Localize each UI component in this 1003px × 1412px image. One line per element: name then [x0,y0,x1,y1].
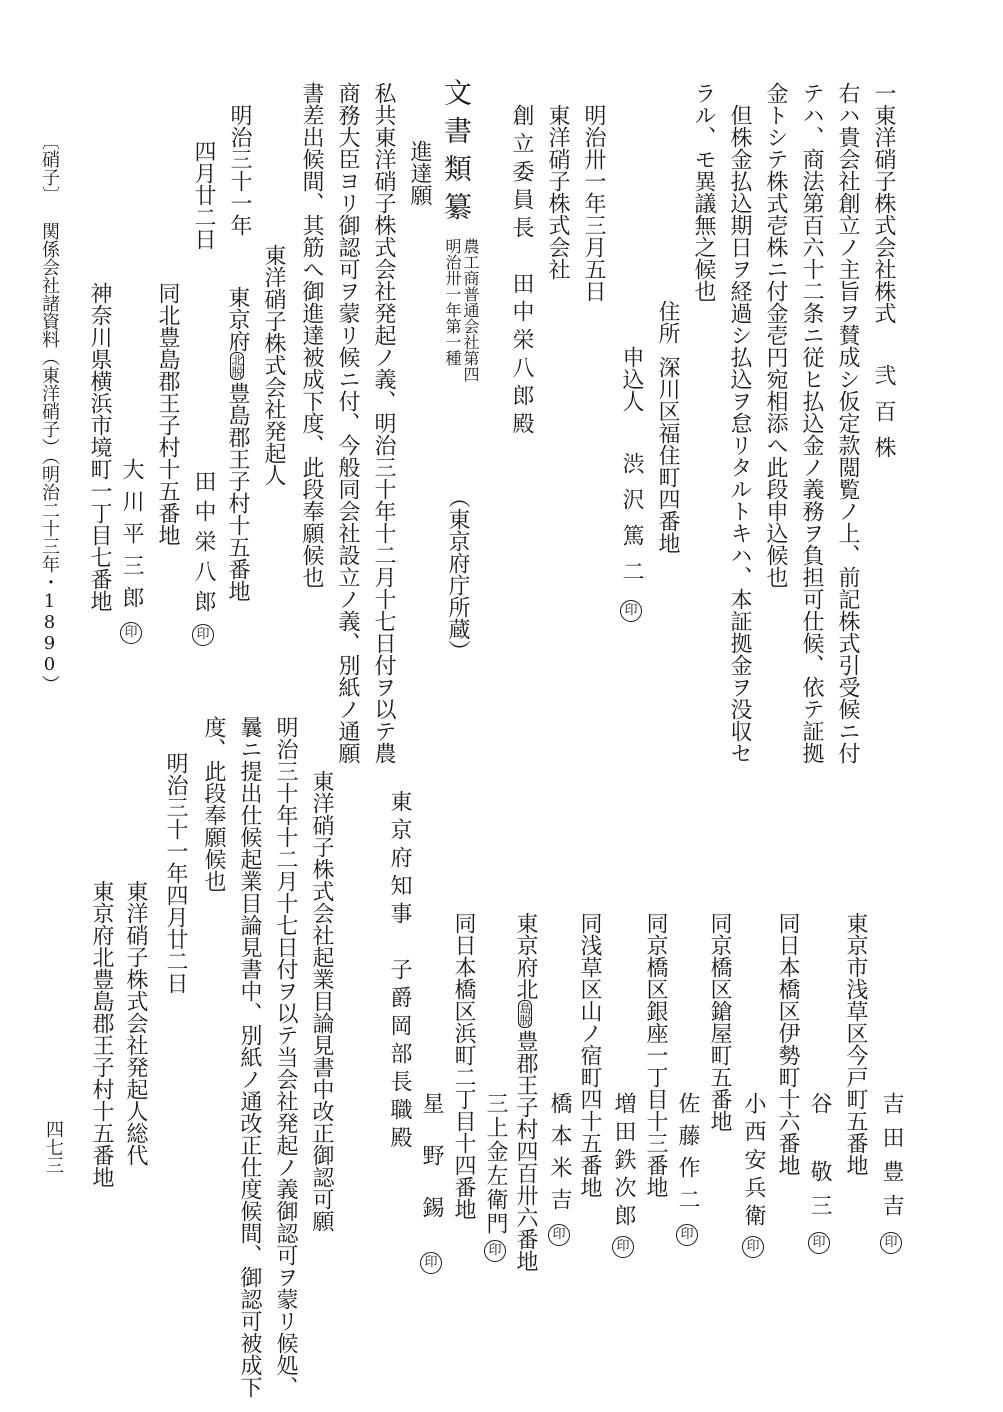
promoter-name-2 [742,1092,764,1258]
name: 谷 敬三 [807,1092,832,1228]
addr-tail: 豊郡王子村四百卅六番地 [513,1030,538,1272]
promoter-addr-2: 同日本橋区伊勢町十六番地 [775,912,800,1176]
promoter-addr-6 [514,912,536,1272]
addr-head: 東京府北 [513,912,538,1000]
subscription-line-6: ラル、モ異議無之候也 [691,82,716,302]
promoter-name-7 [420,1092,442,1274]
subscription-applicant [620,346,642,622]
footer-source [40,132,58,693]
seal-icon: 印 [880,1232,902,1254]
name: 橋本米吉 [547,1092,572,1220]
address-value: 深川区福住町四番地 [655,356,680,554]
footer-source-text: 関係会社諸資料（東洋硝子）（明治二十三年・1890） [39,222,60,693]
petition-name-1 [192,470,214,646]
revision-title: 東洋硝子株式会社起業目論見書中改正御認可願 [309,770,334,1232]
petition-address-3: 神奈川県横浜市境町一丁目七番地 [87,282,112,612]
promoter-addr-3: 同京橋区鎗屋町五番地 [707,912,732,1132]
promoter-name-6 [484,1092,506,1262]
applicant-name: 渋沢篤二 [619,452,644,596]
name: 吉田豊吉 [879,1092,904,1228]
seal-icon: 印 [620,600,642,622]
name: 小西安兵衛 [741,1092,766,1232]
seal-icon: 印 [742,1236,764,1258]
subscription-line-3: テハ、商法第百六十二条ニ従ヒ払込金ノ義務ヲ負担可仕候、依テ証拠 [799,82,824,764]
address-1-head: 東京府 [225,286,250,352]
promoter-name-1b [808,1092,830,1254]
applicant-label: 申込人 [619,346,644,412]
subscription-address [656,300,678,554]
addr-note: 島脱 [518,1002,532,1026]
petition-body-2: 商務大臣ヨリ御認可ヲ蒙リ候ニ付、今般同会社設立ノ義、別紙ノ通願 [335,82,360,764]
subscription-line-5: 但株金払込期日ヲ経過シ払込ヲ怠リタルトキハ、本証拠金ヲ没収セ [727,104,752,764]
subscription-line-2: 右ハ貴会社創立ノ主旨ヲ賛成シ仮定款閲覧ノ上、前記株式引受候ニ付 [835,82,860,764]
name: 三上金左衛門 [483,1092,508,1236]
seal-icon: 印 [120,622,142,644]
seal-icon: 印 [548,1224,570,1246]
petition-body-3: 書差出候間、其筋へ御進達被成下度、此段奉願候也 [299,82,324,588]
promoter-name-1a [880,1092,902,1254]
petition-title: 進達願 [407,140,432,206]
promoter-name-5 [548,1092,570,1246]
petition-name-2 [120,458,142,644]
seal-icon: 印 [484,1240,506,1262]
subscription-date: 明治卅一年三月五日 [581,104,606,302]
footer-category: 〔硝子〕 [39,132,60,204]
name: 星野錫 [419,1092,444,1248]
name: 佐藤作二 [675,1092,700,1220]
promoter-addr-4: 同京橋区銀座一丁目十三番地 [643,912,668,1198]
bunsho-sub-1: 農工商普通会社第四 [461,238,480,382]
promoter-addr-5: 同浅草区山ノ宿町四十五番地 [577,912,602,1198]
address-1-note: 北脱 [230,354,244,378]
petition-date-year: 明治三十一年 [227,104,252,236]
address-1-tail: 豊島郡王子村十五番地 [225,382,250,602]
revision-body-1: 明治三十年十二月十七日付ヲ以テ当会社発起ノ義御認可ヲ蒙リ候処、 [273,716,298,1398]
subscription-to-company: 東洋硝子株式会社 [545,104,570,280]
bunsho-title: 文書類纂 [440,78,473,230]
revision-date: 明治三十一年四月廿二日 [163,752,188,994]
seal-icon: 印 [192,624,214,646]
promoter-name-3 [676,1092,698,1246]
revision-address: 東京府北豊島郡王子村十五番地 [89,880,114,1188]
petition-company: 東洋硝子株式会社発起人 [261,244,286,486]
subscription-shares: 弐百株 [871,364,896,472]
seal-icon: 印 [676,1224,698,1246]
petition-body-1: 私共東洋硝子株式会社発起ノ義、明治三十年十二月十七日付ヲ以テ農 [371,82,396,764]
page-number: 四七三 [43,1120,64,1174]
promoter-name-4 [612,1092,634,1258]
seal-icon: 印 [612,1236,634,1258]
petition-date-day: 四月廿二日 [191,140,216,250]
subscription-heading: 一東洋硝子株式会社株式 [871,82,896,324]
subscription-to-person: 創立委員長 田中栄八郎殿 [509,104,534,440]
promoter-addr-1: 東京市浅草区今戸町五番地 [843,912,868,1176]
bunsho-archive: （東京府庁所蔵） [445,486,470,662]
name-1: 田中栄八郎 [191,470,216,620]
bunsho-sub-2: 明治卅一年第一種 [443,238,462,366]
address-label: 住所 [655,300,680,344]
revision-company: 東洋硝子株式会社発起人総代 [123,880,148,1166]
revision-body-2: 曩ニ提出仕候起業目論見書中、別紙ノ通改正仕度候間、御認可被成下 [237,716,262,1398]
subscription-line-1 [872,82,894,472]
revision-body-3: 度、此段奉願候也 [201,716,226,892]
promoter-addr-7: 同日本橋区浜町二丁目十四番地 [451,912,476,1220]
seal-icon: 印 [420,1252,442,1274]
name: 増田鉄次郎 [611,1092,636,1232]
seal-icon: 印 [808,1232,830,1254]
name-2: 大川平三郎 [119,458,144,618]
subscription-line-4: 金トシテ株式壱株ニ付金壱円宛相添へ此段申込候也 [763,82,788,588]
petition-address-2: 同北豊島郡王子村十五番地 [155,282,180,546]
petition-address-1 [226,286,248,602]
governor: 東京府知事 子爵岡部長職殿 [387,790,412,1154]
